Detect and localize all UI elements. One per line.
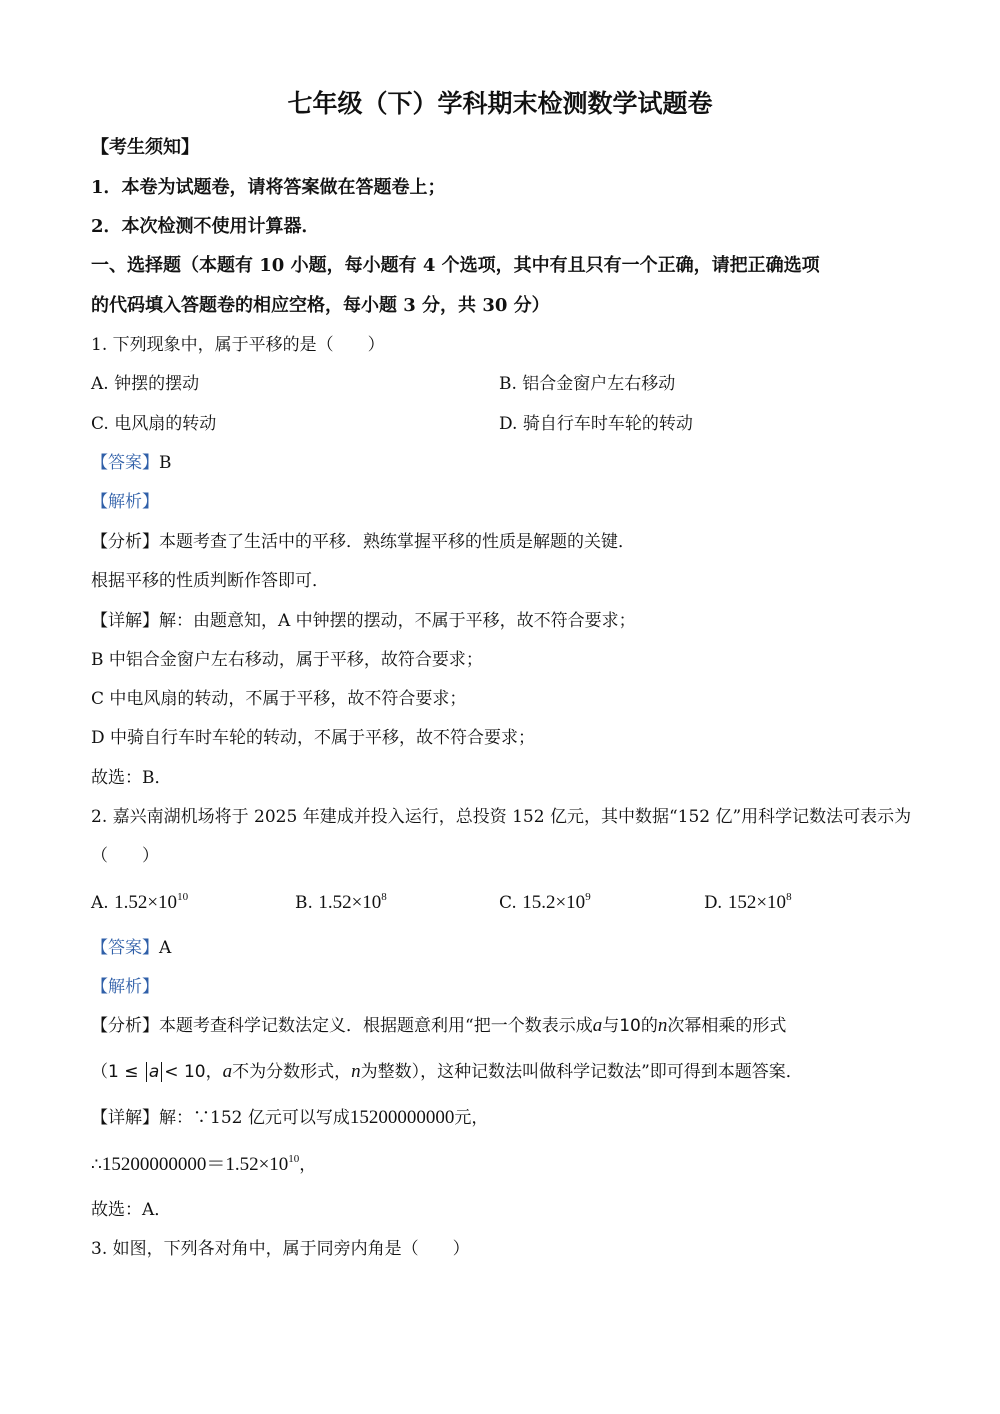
q1-xiangjie-3: C 中电风扇的转动，不属于平移，故不符合要求； [91, 689, 467, 709]
q2-condition [91, 1061, 803, 1083]
section-heading-line1: 一、选择题（本题有 10 小题，每小题有 4 个选项，其中有且只有一个正确，请把正确选项 [91, 255, 820, 276]
q2-option-a [91, 892, 188, 914]
q2-xiangjie-1 [91, 1107, 488, 1129]
xiangjie-text: 元， [454, 1108, 489, 1128]
fenxi-text: 次幂相乘的形式 [667, 1016, 787, 1036]
q2-stem: 2. 嘉兴南湖机场将于 2025 年建成并投入运行，总投资 152 亿元，其中数据“152 亿”用科学记数法可表示为 [91, 807, 912, 827]
xiangjie-label: 【详解】 [91, 1108, 159, 1128]
option-label: D. [704, 893, 723, 913]
option-label: A. [91, 893, 109, 913]
option-exponent: 10 [177, 891, 189, 903]
answer-label: 【答案】 [91, 938, 159, 958]
q1-option-b: B. 铝合金窗户左右移动 [499, 374, 676, 394]
answer-value: A [159, 938, 172, 958]
q2-analysis-label: 【解析】 [91, 977, 159, 997]
page-title: 七年级（下）学科期末检测数学试题卷 [287, 89, 713, 118]
fenxi-label: 【分析】 [91, 1016, 159, 1036]
q1-fenxi [91, 531, 635, 553]
big-number: 15200000000 [349, 1107, 455, 1128]
notice-item-2: 2．本次检测不使用计算器． [91, 216, 320, 237]
q2-answer [91, 937, 171, 959]
equation-exponent: 10 [288, 1153, 300, 1165]
equation [102, 1154, 299, 1175]
q1-xiangjie-2: B 中铝合金窗户左右移动，属于平移，故符合要求； [91, 650, 483, 670]
q3-stem: 3. 如图，下列各对角中，属于同旁内角是（ ） [91, 1239, 470, 1259]
fenxi-label: 【分析】 [91, 532, 159, 552]
var-n: n [351, 1061, 361, 1082]
ten: 10 [619, 1016, 641, 1036]
fenxi-text: 本题考查了生活中的平移．熟练掌握平移的性质是解题的关键． [159, 532, 635, 552]
notice-heading: 【考生须知】 [91, 137, 199, 158]
answer-value: B [159, 453, 172, 473]
option-base: 152×10 [727, 892, 787, 913]
xiangjie-text: 解：∵152 亿元可以写成 [159, 1108, 350, 1128]
answer-label: 【答案】 [91, 453, 159, 473]
q1-analysis-label: 【解析】 [91, 492, 159, 512]
equation-body: 15200000000＝1.52×10 [101, 1154, 289, 1175]
xiangjie-text: 解：由题意知，A 中钟摆的摆动，不属于平移，故不符合要求； [159, 611, 636, 631]
q1-xiangjie-4: D 中骑自行车时车轮的转动，不属于平移，故不符合要求； [91, 728, 536, 748]
cond-lt: < 10 [164, 1062, 206, 1082]
option-base: 15.2×10 [522, 892, 586, 913]
option-base: 1.52×10 [318, 892, 382, 913]
q1-option-c: C. 电风扇的转动 [91, 414, 217, 434]
option-value [318, 892, 386, 913]
q2-option-b [295, 892, 387, 914]
option-value [522, 892, 590, 913]
q2-stem-2: （ ） [91, 846, 159, 866]
cond-comma: ， [205, 1062, 223, 1082]
option-exponent: 8 [381, 891, 387, 903]
q2-option-d [704, 892, 792, 914]
cond-text: 为整数），这种记数法叫做科学记数法”即可得到本题答案． [360, 1062, 803, 1082]
cond-open: （ [91, 1062, 108, 1082]
option-exponent: 8 [786, 891, 792, 903]
q1-option-d: D. 骑自行车时车轮的转动 [499, 414, 693, 434]
q1-answer [91, 452, 172, 474]
section-heading-line2: 的代码填入答题卷的相应空格，每小题 3 分，共 30 分） [91, 295, 550, 316]
q1-stem: 1. 下列现象中，属于平移的是（ ） [91, 335, 385, 355]
therefore-symbol: ∴ [91, 1155, 102, 1175]
q1-fenxi-2: 根据平移的性质判断作答即可． [91, 571, 329, 591]
var-n: n [657, 1015, 668, 1036]
q2-choose: 故选：A． [91, 1200, 172, 1220]
abs-a: a [146, 1062, 162, 1082]
option-exponent: 9 [585, 891, 591, 903]
xiangjie-label: 【详解】 [91, 611, 159, 631]
notice-item-1: 1．本卷为试题卷，请将答案做在答题卷上； [91, 177, 446, 198]
equation-tail: ， [299, 1155, 317, 1175]
q1-xiangjie-1 [91, 610, 636, 632]
q1-option-a: A. 钟摆的摆动 [91, 374, 200, 394]
fenxi-text: 的 [640, 1016, 658, 1036]
q2-option-c [499, 892, 591, 914]
fenxi-text: 与 [602, 1016, 620, 1036]
fenxi-text: 本题考查科学记数法定义．根据题意利用“把一个数表示成 [159, 1016, 593, 1036]
var-a: a [222, 1061, 233, 1082]
option-base: 1.52×10 [114, 892, 178, 913]
q2-fenxi [91, 1015, 786, 1037]
cond-one: 1 ≤ [108, 1062, 139, 1082]
q1-choose: 故选：B． [91, 768, 172, 788]
cond-text: 不为分数形式， [232, 1062, 352, 1082]
q2-equation [91, 1154, 316, 1176]
option-label: C. [499, 893, 517, 913]
option-value [728, 892, 792, 913]
option-value [114, 892, 188, 913]
var-a: a [592, 1015, 603, 1036]
option-label: B. [295, 893, 313, 913]
